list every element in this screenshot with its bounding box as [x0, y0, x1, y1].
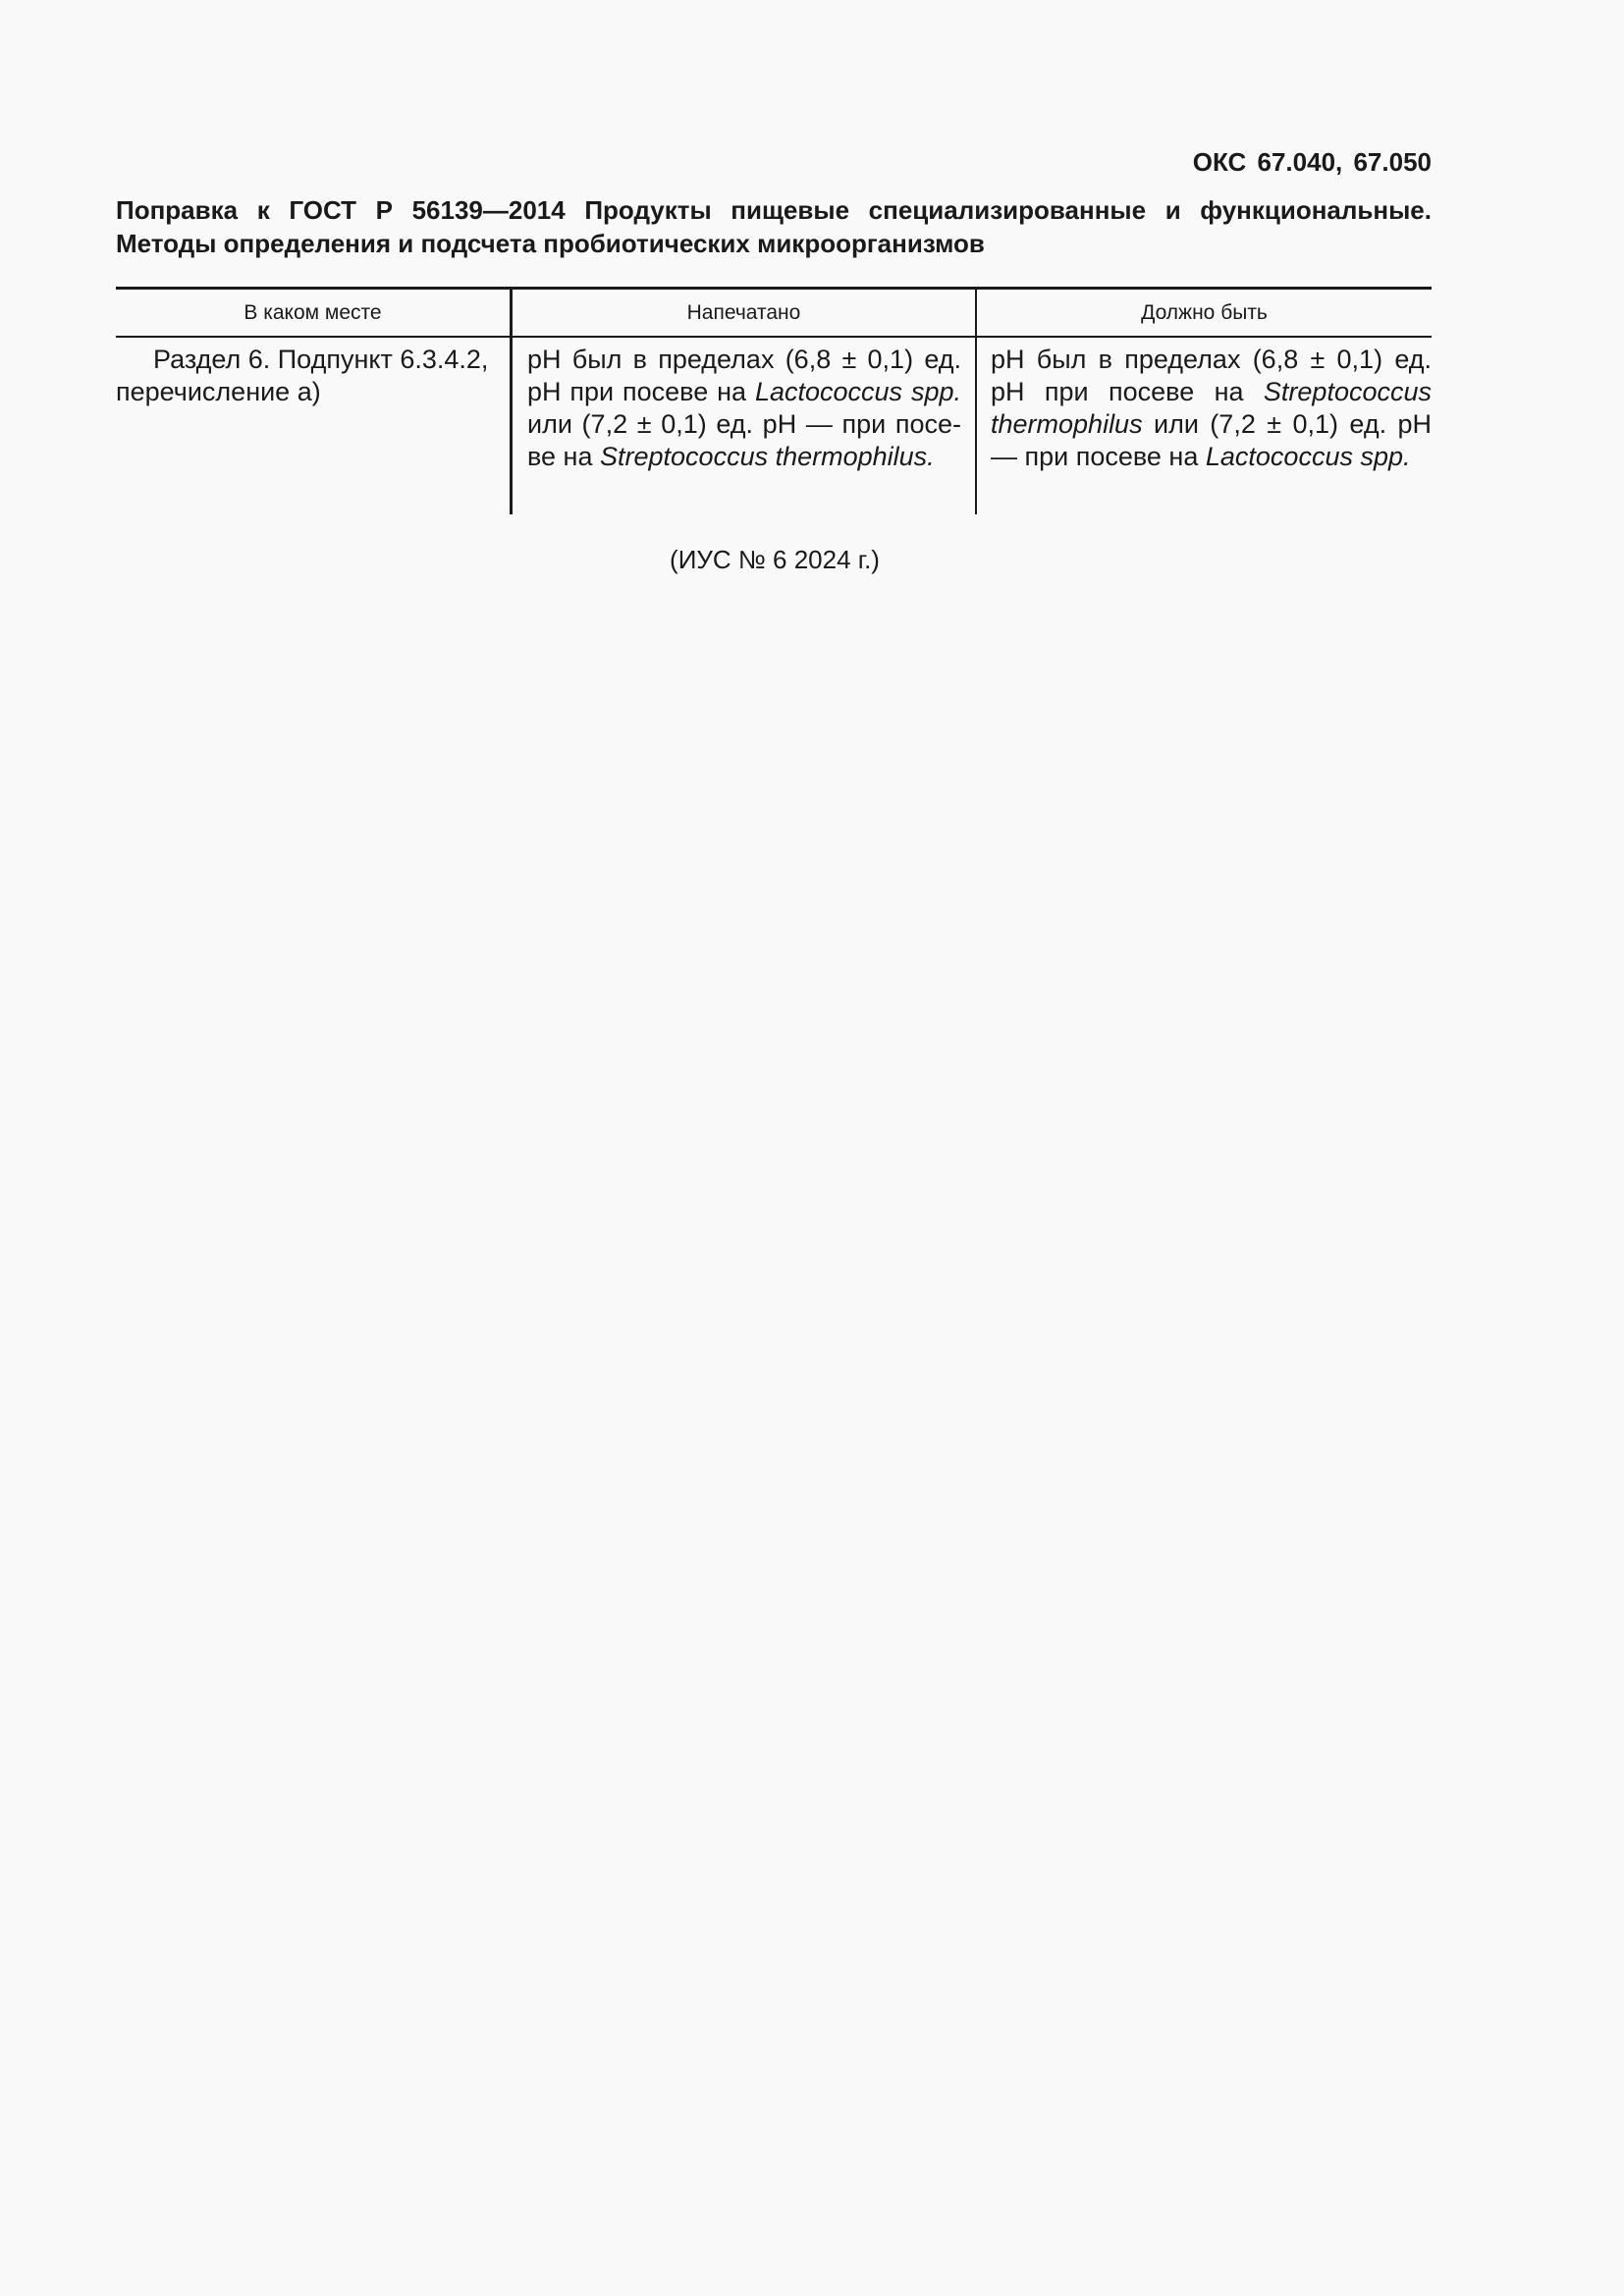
cell-correct — [975, 338, 1432, 514]
title-line-2: Методы определения и подсчета пробиотических микроорганизмов — [116, 229, 985, 258]
correct-species-1: Streptococcus thermophilus — [991, 377, 1432, 439]
printed-text-1: рН был в пределах (6,8 ± 0,1) ед. рН при посеве на — [527, 345, 961, 406]
document-title — [116, 193, 1432, 260]
printed-text-2: или (7,2 ± 0,1) ед. рН — при посеве на — [527, 409, 961, 471]
ius-reference: (ИУС № 6 2024 г.) — [670, 545, 880, 574]
printed-species-1: Lactococcus spp. — [754, 377, 961, 406]
table-header — [116, 290, 1432, 338]
column-header-printed: Напечатано — [510, 290, 975, 336]
correct-species-2: Lactococcus spp. — [1205, 442, 1411, 471]
correct-text-1: рН был в пределах (6,8 ± 0,1) ед. рН при посеве на — [991, 345, 1432, 406]
printed-species-2: Streptococcus thermophilus. — [600, 442, 935, 471]
column-header-correct: Должно быть — [975, 290, 1432, 336]
cell-printed — [510, 338, 975, 514]
oks-code: ОКС 67.040, 67.050 — [1192, 147, 1432, 177]
amendment-table — [116, 287, 1432, 514]
correct-text-2: или (7,2 ± 0,1) ед. рН — при посеве на — [991, 409, 1432, 471]
cell-location: Раздел 6. Подпункт 6.3.4.2, перечисление а) — [116, 345, 489, 406]
column-header-location: В каком месте — [244, 301, 382, 324]
title-line-1: Поправка к ГОСТ Р 56139—2014 Продукты пищевые специализированные и функциональные. — [116, 195, 1432, 225]
table-row — [116, 338, 1432, 514]
